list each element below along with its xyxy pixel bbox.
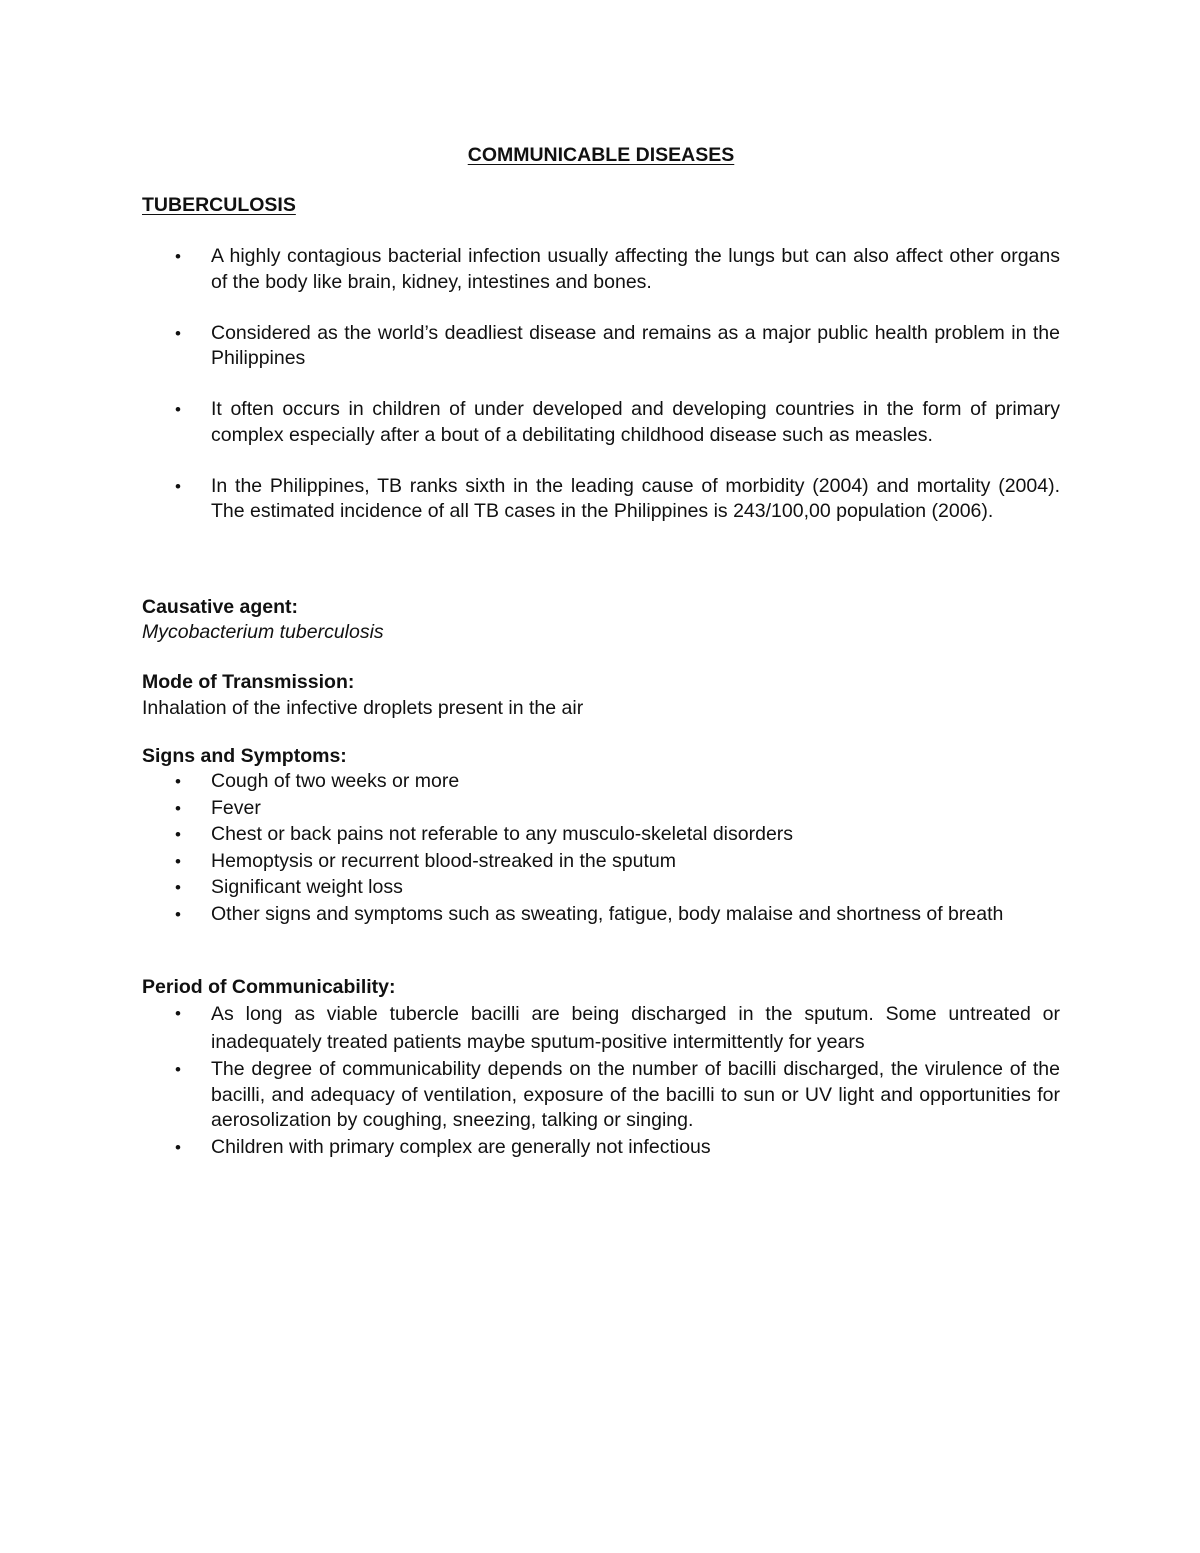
bullet-icon: • — [175, 323, 181, 343]
transmission-label: Mode of Transmission: — [142, 671, 355, 693]
list-item — [142, 769, 1060, 795]
list-item-text: The degree of communicability depends on the number of bacilli discharged, the virulence of the bacilli, and adequacy of ventilation, exposure of the bacilli to sun or UV light and opportunities for aerosolization by coughing, sneezing, talking or singing. — [211, 1058, 1060, 1131]
list-item — [142, 1057, 1060, 1134]
list-item — [142, 1000, 1060, 1056]
list-item-text: Considered as the world’s deadliest disease and remains as a major public health problem in the Philippines — [211, 321, 1060, 369]
bullet-icon: • — [175, 772, 181, 791]
list-item — [142, 397, 1060, 448]
symptoms-list — [142, 769, 1060, 928]
bullet-icon: • — [175, 878, 181, 897]
transmission-value: Inhalation of the infective droplets present in the air — [142, 697, 584, 719]
bullet-icon: • — [175, 851, 181, 871]
bullet-icon: • — [175, 476, 181, 496]
bullet-icon: • — [175, 400, 181, 419]
list-item-text: As long as viable tubercle bacilli are being discharged in the sputum. Some untreated or inadequately treated patients maybe sputum-positive intermittently for years — [211, 1003, 1060, 1053]
bullet-icon: • — [175, 798, 181, 818]
bullet-icon: • — [175, 825, 181, 844]
list-item — [142, 875, 1060, 901]
list-item-text: Hemoptysis or recurrent blood-streaked in the sputum — [211, 849, 676, 872]
list-item-text: Significant weight loss — [211, 876, 403, 898]
bullet-icon: • — [175, 1060, 181, 1079]
list-item — [142, 1135, 1060, 1161]
list-item-text: Chest or back pains not referable to any musculo-skeletal disorders — [211, 823, 794, 845]
bullet-icon: • — [175, 1137, 181, 1157]
document-title: COMMUNICABLE DISEASES — [467, 144, 735, 166]
list-item — [142, 849, 1060, 875]
list-item-text: Children with primary complex are generally not infectious — [211, 1135, 711, 1158]
list-item-text: Fever — [211, 796, 261, 819]
section-title: TUBERCULOSIS — [142, 194, 296, 216]
causative-agent-label: Causative agent: — [142, 596, 299, 618]
communicability-list — [142, 1000, 1060, 1161]
list-item — [142, 796, 1060, 822]
list-item — [142, 822, 1060, 848]
list-item-text: In the Philippines, TB ranks sixth in the leading cause of morbidity (2004) and mortality (2004). The estimated incidence of all TB cases in the Philippines is 243/100,00 population (2006). — [211, 474, 1060, 522]
list-item — [142, 902, 1060, 928]
list-item-text: A highly contagious bacterial infection usually affecting the lungs but can also affect other organs of the body like brain, kidney, intestines and bones. — [211, 245, 1060, 293]
intro-list — [142, 244, 1060, 550]
bullet-icon: • — [175, 904, 181, 924]
causative-agent-value: Mycobacterium tuberculosis — [142, 621, 384, 643]
bullet-icon: • — [175, 247, 181, 266]
communicability-label: Period of Communicability: — [142, 976, 396, 998]
list-item-text: Cough of two weeks or more — [211, 770, 460, 792]
bullet-icon: • — [175, 1004, 181, 1023]
symptoms-label: Signs and Symptoms: — [142, 745, 347, 767]
list-item — [142, 474, 1060, 525]
list-item-text: It often occurs in children of under developed and developing countries in the form of primary complex especially after a bout of a debilitating childhood disease such as measles. — [211, 398, 1060, 446]
list-item — [142, 321, 1060, 372]
list-item — [142, 244, 1060, 295]
list-item-text: Other signs and symptoms such as sweating, fatigue, body malaise and shortness of breath — [211, 902, 1004, 925]
